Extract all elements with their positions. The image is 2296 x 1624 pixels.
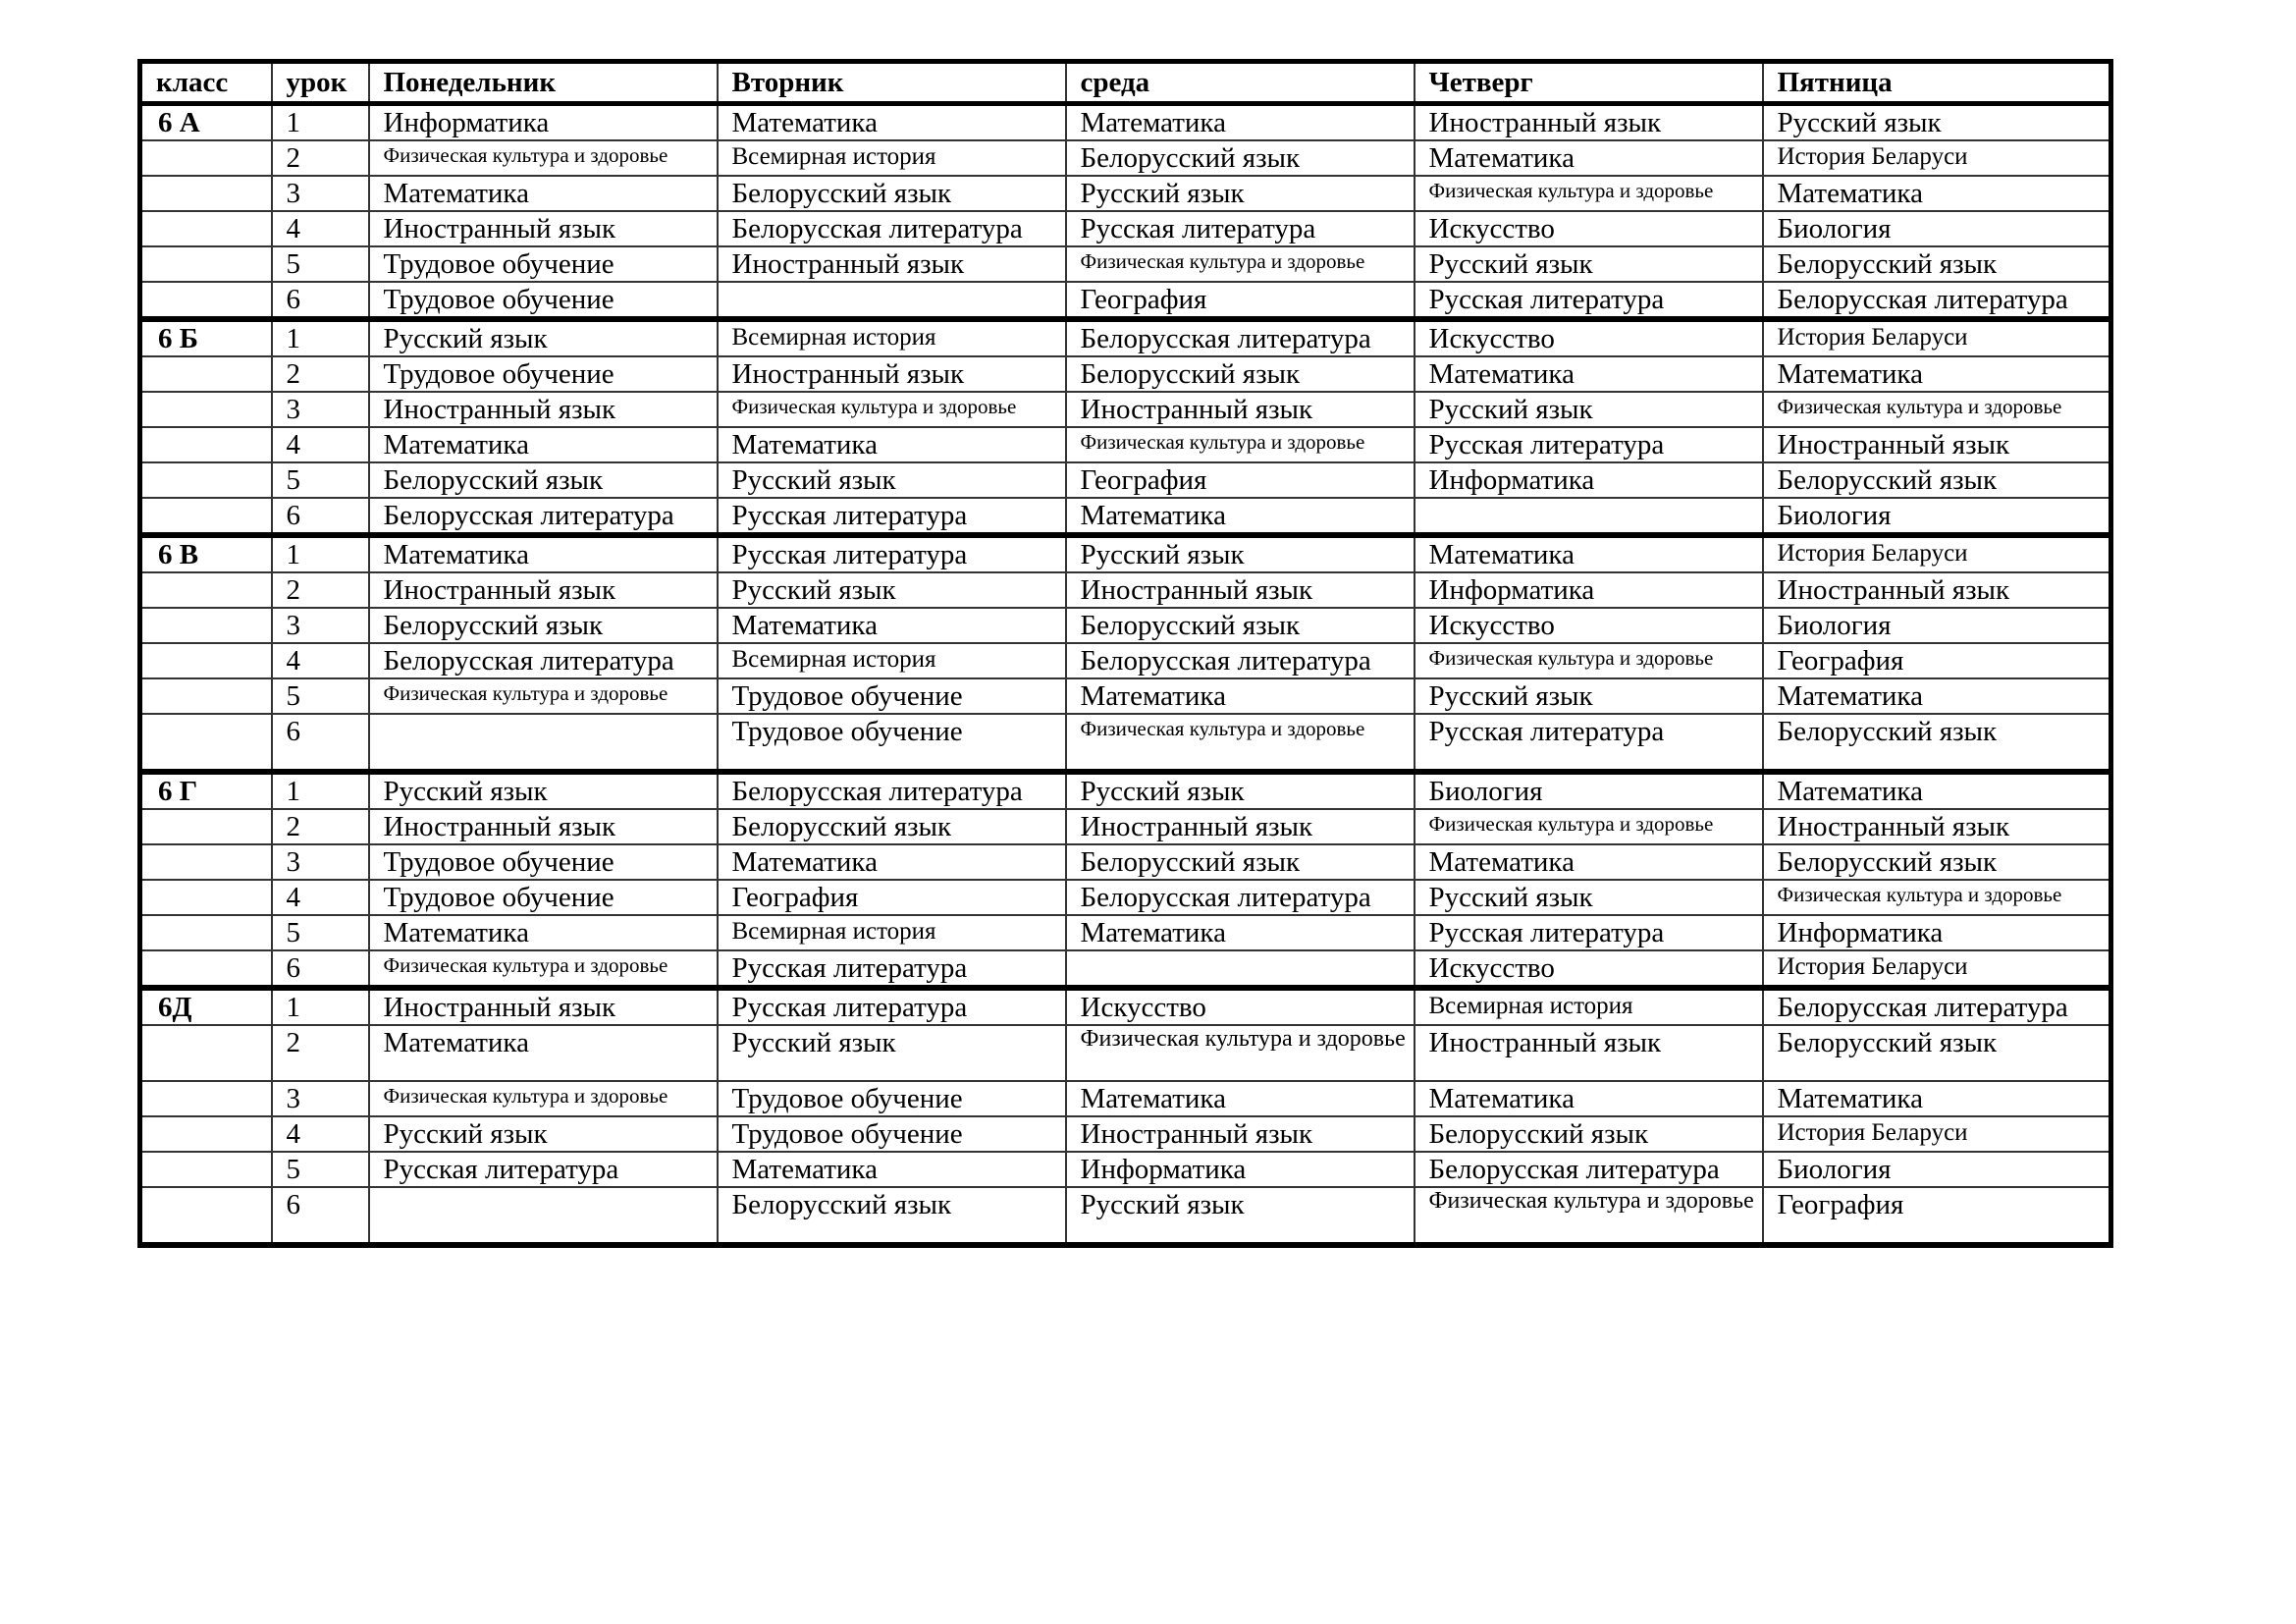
class-cell xyxy=(140,1187,272,1245)
table-row xyxy=(140,1081,2111,1116)
subject-cell-tuesday: Русская литература xyxy=(718,498,1066,535)
subject-cell-monday: Физическая культура и здоровье xyxy=(369,678,718,714)
subject-cell-thursday: Иностранный язык xyxy=(1415,1025,1763,1081)
header-friday: Пятница xyxy=(1763,62,2111,104)
subject-cell-tuesday: Математика xyxy=(718,844,1066,880)
subject-cell-wednesday: Русский язык xyxy=(1066,772,1415,809)
subject-cell-monday xyxy=(369,1187,718,1245)
subject-cell-tuesday: Белорусская литература xyxy=(718,211,1066,246)
lesson-number-cell: 6 xyxy=(272,498,369,535)
subject-cell-wednesday: Русский язык xyxy=(1066,176,1415,211)
class-cell xyxy=(140,608,272,643)
subject-cell-tuesday xyxy=(718,282,1066,319)
subject-cell-wednesday: Математика xyxy=(1066,915,1415,950)
subject-cell-wednesday: Белорусский язык xyxy=(1066,140,1415,176)
subject-cell-friday: История Беларуси xyxy=(1763,950,2111,988)
subject-cell-thursday: Физическая культура и здоровье xyxy=(1415,809,1763,844)
table-row xyxy=(140,1152,2111,1187)
subject-cell-monday xyxy=(369,714,718,772)
class-cell: 6 Б xyxy=(140,319,272,356)
header-urok: урок xyxy=(272,62,369,104)
lesson-number-cell: 5 xyxy=(272,1152,369,1187)
table-row xyxy=(140,104,2111,141)
subject-cell-tuesday: Трудовое обучение xyxy=(718,1116,1066,1152)
subject-cell-monday: Физическая культура и здоровье xyxy=(369,950,718,988)
lesson-number-cell: 4 xyxy=(272,880,369,915)
subject-cell-wednesday: Белорусский язык xyxy=(1066,844,1415,880)
subject-cell-monday: Трудовое обучение xyxy=(369,356,718,392)
lesson-number-cell: 1 xyxy=(272,104,369,141)
lesson-number-cell: 1 xyxy=(272,772,369,809)
subject-cell-monday: Русский язык xyxy=(369,1116,718,1152)
table-row xyxy=(140,282,2111,319)
class-cell xyxy=(140,1116,272,1152)
lesson-number-cell: 6 xyxy=(272,1187,369,1245)
subject-cell-friday: Физическая культура и здоровье xyxy=(1763,392,2111,427)
table-row xyxy=(140,643,2111,678)
lesson-number-cell: 3 xyxy=(272,392,369,427)
subject-cell-thursday: Искусство xyxy=(1415,608,1763,643)
subject-cell-wednesday: Математика xyxy=(1066,678,1415,714)
class-cell xyxy=(140,140,272,176)
subject-cell-monday: Белорусская литература xyxy=(369,643,718,678)
subject-cell-thursday: Искусство xyxy=(1415,950,1763,988)
header-tuesday: Вторник xyxy=(718,62,1066,104)
subject-cell-monday: Иностранный язык xyxy=(369,572,718,608)
subject-cell-thursday: Русский язык xyxy=(1415,678,1763,714)
class-cell xyxy=(140,643,272,678)
subject-cell-monday: Физическая культура и здоровье xyxy=(369,1081,718,1116)
subject-cell-tuesday: Физическая культура и здоровье xyxy=(718,392,1066,427)
header-klass: класс xyxy=(140,62,272,104)
class-cell xyxy=(140,809,272,844)
subject-cell-wednesday: Математика xyxy=(1066,104,1415,141)
class-cell xyxy=(140,462,272,498)
subject-cell-friday: Иностранный язык xyxy=(1763,809,2111,844)
subject-cell-wednesday: Иностранный язык xyxy=(1066,809,1415,844)
subject-cell-wednesday: Иностранный язык xyxy=(1066,572,1415,608)
subject-cell-wednesday: Иностранный язык xyxy=(1066,1116,1415,1152)
subject-cell-friday: Белорусский язык xyxy=(1763,1025,2111,1081)
subject-cell-tuesday: Математика xyxy=(718,608,1066,643)
lesson-number-cell: 4 xyxy=(272,211,369,246)
subject-cell-tuesday: Всемирная история xyxy=(718,915,1066,950)
class-cell xyxy=(140,246,272,282)
lesson-number-cell: 6 xyxy=(272,950,369,988)
subject-cell-thursday: Русская литература xyxy=(1415,915,1763,950)
subject-cell-tuesday: Трудовое обучение xyxy=(718,1081,1066,1116)
subject-cell-friday: Белорусский язык xyxy=(1763,246,2111,282)
subject-cell-friday: География xyxy=(1763,1187,2111,1245)
subject-cell-thursday: Русский язык xyxy=(1415,392,1763,427)
subject-cell-tuesday: Всемирная история xyxy=(718,140,1066,176)
subject-cell-thursday: Русская литература xyxy=(1415,282,1763,319)
header-thursday: Четверг xyxy=(1415,62,1763,104)
table-row xyxy=(140,427,2111,462)
table-row xyxy=(140,535,2111,572)
subject-cell-monday: Русский язык xyxy=(369,319,718,356)
subject-cell-tuesday: Трудовое обучение xyxy=(718,678,1066,714)
class-cell xyxy=(140,1152,272,1187)
class-cell xyxy=(140,282,272,319)
subject-cell-monday: Белорусский язык xyxy=(369,462,718,498)
subject-cell-thursday: Физическая культура и здоровье xyxy=(1415,1187,1763,1245)
subject-cell-monday: Трудовое обучение xyxy=(369,880,718,915)
subject-cell-friday: География xyxy=(1763,643,2111,678)
table-row xyxy=(140,1025,2111,1081)
class-cell xyxy=(140,1025,272,1081)
subject-cell-tuesday: Математика xyxy=(718,104,1066,141)
subject-cell-wednesday: Информатика xyxy=(1066,1152,1415,1187)
table-row xyxy=(140,608,2111,643)
subject-cell-wednesday: Физическая культура и здоровье xyxy=(1066,427,1415,462)
subject-cell-friday: Биология xyxy=(1763,1152,2111,1187)
subject-cell-wednesday: География xyxy=(1066,462,1415,498)
subject-cell-friday: Белорусская литература xyxy=(1763,282,2111,319)
table-row xyxy=(140,392,2111,427)
class-cell xyxy=(140,498,272,535)
subject-cell-thursday: Информатика xyxy=(1415,462,1763,498)
subject-cell-tuesday: Математика xyxy=(718,1152,1066,1187)
subject-cell-thursday: Иностранный язык xyxy=(1415,104,1763,141)
subject-cell-tuesday: Белорусский язык xyxy=(718,1187,1066,1245)
class-cell xyxy=(140,572,272,608)
lesson-number-cell: 2 xyxy=(272,809,369,844)
class-cell: 6Д xyxy=(140,988,272,1025)
subject-cell-wednesday: Русский язык xyxy=(1066,1187,1415,1245)
subject-cell-friday: История Беларуси xyxy=(1763,535,2111,572)
subject-cell-wednesday: Русский язык xyxy=(1066,535,1415,572)
subject-cell-monday: Иностранный язык xyxy=(369,211,718,246)
subject-cell-monday: Математика xyxy=(369,176,718,211)
subject-cell-wednesday: Белорусская литература xyxy=(1066,319,1415,356)
subject-cell-wednesday: Белорусский язык xyxy=(1066,608,1415,643)
lesson-number-cell: 4 xyxy=(272,427,369,462)
subject-cell-friday: Белорусский язык xyxy=(1763,844,2111,880)
subject-cell-tuesday: Белорусский язык xyxy=(718,809,1066,844)
subject-cell-wednesday xyxy=(1066,950,1415,988)
lesson-number-cell: 5 xyxy=(272,915,369,950)
class-cell: 6 Г xyxy=(140,772,272,809)
class-cell xyxy=(140,844,272,880)
subject-cell-monday: Математика xyxy=(369,915,718,950)
subject-cell-monday: Физическая культура и здоровье xyxy=(369,140,718,176)
table-row xyxy=(140,319,2111,356)
subject-cell-friday: Иностранный язык xyxy=(1763,427,2111,462)
lesson-number-cell: 3 xyxy=(272,1081,369,1116)
subject-cell-monday: Белорусская литература xyxy=(369,498,718,535)
table-row xyxy=(140,1187,2111,1245)
subject-cell-friday: Биология xyxy=(1763,608,2111,643)
table-row xyxy=(140,678,2111,714)
table-row xyxy=(140,572,2111,608)
table-row xyxy=(140,915,2111,950)
subject-cell-tuesday: Трудовое обучение xyxy=(718,714,1066,772)
subject-cell-thursday: Математика xyxy=(1415,140,1763,176)
subject-cell-tuesday: Русская литература xyxy=(718,535,1066,572)
lesson-number-cell: 5 xyxy=(272,462,369,498)
subject-cell-thursday: Физическая культура и здоровье xyxy=(1415,176,1763,211)
class-cell xyxy=(140,211,272,246)
subject-cell-tuesday: Белорусская литература xyxy=(718,772,1066,809)
class-cell: 6 А xyxy=(140,104,272,141)
class-cell xyxy=(140,356,272,392)
table-row xyxy=(140,246,2111,282)
subject-cell-friday: История Беларуси xyxy=(1763,140,2111,176)
class-cell xyxy=(140,915,272,950)
subject-cell-wednesday: Физическая культура и здоровье xyxy=(1066,246,1415,282)
lesson-number-cell: 4 xyxy=(272,1116,369,1152)
subject-cell-wednesday: Математика xyxy=(1066,1081,1415,1116)
subject-cell-wednesday: Физическая культура и здоровье xyxy=(1066,1025,1415,1081)
subject-cell-friday: Русский язык xyxy=(1763,104,2111,141)
subject-cell-monday: Информатика xyxy=(369,104,718,141)
subject-cell-tuesday: Белорусский язык xyxy=(718,176,1066,211)
subject-cell-tuesday: Иностранный язык xyxy=(718,356,1066,392)
header-wednesday: среда xyxy=(1066,62,1415,104)
lesson-number-cell: 2 xyxy=(272,572,369,608)
subject-cell-thursday: Искусство xyxy=(1415,211,1763,246)
class-cell xyxy=(140,678,272,714)
lesson-number-cell: 4 xyxy=(272,643,369,678)
subject-cell-thursday: Математика xyxy=(1415,844,1763,880)
subject-cell-thursday: Информатика xyxy=(1415,572,1763,608)
subject-cell-friday: Математика xyxy=(1763,772,2111,809)
subject-cell-thursday: Искусство xyxy=(1415,319,1763,356)
subject-cell-friday: Математика xyxy=(1763,356,2111,392)
lesson-number-cell: 2 xyxy=(272,140,369,176)
lesson-number-cell: 1 xyxy=(272,319,369,356)
class-cell xyxy=(140,392,272,427)
subject-cell-monday: Иностранный язык xyxy=(369,988,718,1025)
subject-cell-friday: Белорусский язык xyxy=(1763,462,2111,498)
subject-cell-monday: Белорусский язык xyxy=(369,608,718,643)
class-cell xyxy=(140,1081,272,1116)
subject-cell-monday: Математика xyxy=(369,427,718,462)
subject-cell-thursday: Русский язык xyxy=(1415,246,1763,282)
class-cell xyxy=(140,714,272,772)
schedule-body xyxy=(140,104,2111,1246)
subject-cell-friday: Биология xyxy=(1763,211,2111,246)
lesson-number-cell: 2 xyxy=(272,1025,369,1081)
lesson-number-cell: 3 xyxy=(272,608,369,643)
lesson-number-cell: 1 xyxy=(272,535,369,572)
subject-cell-friday: Белорусский язык xyxy=(1763,714,2111,772)
table-row xyxy=(140,1116,2111,1152)
subject-cell-friday: Иностранный язык xyxy=(1763,572,2111,608)
subject-cell-wednesday: Физическая культура и здоровье xyxy=(1066,714,1415,772)
table-row xyxy=(140,880,2111,915)
subject-cell-wednesday: Белорусская литература xyxy=(1066,643,1415,678)
subject-cell-friday: Математика xyxy=(1763,176,2111,211)
subject-cell-monday: Русская литература xyxy=(369,1152,718,1187)
subject-cell-monday: Иностранный язык xyxy=(369,809,718,844)
table-row xyxy=(140,844,2111,880)
subject-cell-friday: Математика xyxy=(1763,678,2111,714)
subject-cell-monday: Математика xyxy=(369,535,718,572)
lesson-number-cell: 2 xyxy=(272,356,369,392)
subject-cell-monday: Иностранный язык xyxy=(369,392,718,427)
subject-cell-wednesday: Русская литература xyxy=(1066,211,1415,246)
subject-cell-thursday xyxy=(1415,498,1763,535)
subject-cell-thursday: Русская литература xyxy=(1415,427,1763,462)
class-cell xyxy=(140,950,272,988)
header-row xyxy=(140,62,2111,104)
subject-cell-wednesday: Белорусская литература xyxy=(1066,880,1415,915)
subject-cell-thursday: Белорусский язык xyxy=(1415,1116,1763,1152)
subject-cell-tuesday: Русский язык xyxy=(718,462,1066,498)
schedule-table xyxy=(137,59,2113,1248)
subject-cell-friday: Физическая культура и здоровье xyxy=(1763,880,2111,915)
table-row xyxy=(140,988,2111,1025)
subject-cell-wednesday: Искусство xyxy=(1066,988,1415,1025)
subject-cell-tuesday: Всемирная история xyxy=(718,643,1066,678)
subject-cell-tuesday: Русская литература xyxy=(718,950,1066,988)
subject-cell-monday: Трудовое обучение xyxy=(369,844,718,880)
table-row xyxy=(140,462,2111,498)
lesson-number-cell: 5 xyxy=(272,246,369,282)
lesson-number-cell: 3 xyxy=(272,176,369,211)
subject-cell-friday: Белорусская литература xyxy=(1763,988,2111,1025)
lesson-number-cell: 5 xyxy=(272,678,369,714)
lesson-number-cell: 1 xyxy=(272,988,369,1025)
subject-cell-monday: Математика xyxy=(369,1025,718,1081)
subject-cell-thursday: Всемирная история xyxy=(1415,988,1763,1025)
subject-cell-friday: История Беларуси xyxy=(1763,1116,2111,1152)
subject-cell-thursday: Биология xyxy=(1415,772,1763,809)
lesson-number-cell: 6 xyxy=(272,282,369,319)
table-row xyxy=(140,140,2111,176)
class-cell xyxy=(140,427,272,462)
table-row xyxy=(140,714,2111,772)
class-cell: 6 В xyxy=(140,535,272,572)
table-row xyxy=(140,809,2111,844)
subject-cell-friday: Биология xyxy=(1763,498,2111,535)
subject-cell-wednesday: Белорусский язык xyxy=(1066,356,1415,392)
table-row xyxy=(140,772,2111,809)
subject-cell-monday: Трудовое обучение xyxy=(369,282,718,319)
subject-cell-wednesday: Математика xyxy=(1066,498,1415,535)
subject-cell-tuesday: Математика xyxy=(718,427,1066,462)
subject-cell-tuesday: Русский язык xyxy=(718,572,1066,608)
subject-cell-friday: Информатика xyxy=(1763,915,2111,950)
subject-cell-thursday: Белорусская литература xyxy=(1415,1152,1763,1187)
subject-cell-thursday: Физическая культура и здоровье xyxy=(1415,643,1763,678)
class-cell xyxy=(140,880,272,915)
lesson-number-cell: 3 xyxy=(272,844,369,880)
subject-cell-monday: Русский язык xyxy=(369,772,718,809)
subject-cell-thursday: Русская литература xyxy=(1415,714,1763,772)
subject-cell-tuesday: Всемирная история xyxy=(718,319,1066,356)
subject-cell-friday: Математика xyxy=(1763,1081,2111,1116)
subject-cell-thursday: Русский язык xyxy=(1415,880,1763,915)
subject-cell-monday: Трудовое обучение xyxy=(369,246,718,282)
table-row xyxy=(140,176,2111,211)
subject-cell-wednesday: География xyxy=(1066,282,1415,319)
subject-cell-thursday: Математика xyxy=(1415,535,1763,572)
subject-cell-tuesday: География xyxy=(718,880,1066,915)
table-row xyxy=(140,498,2111,535)
subject-cell-wednesday: Иностранный язык xyxy=(1066,392,1415,427)
class-cell xyxy=(140,176,272,211)
table-row xyxy=(140,356,2111,392)
lesson-number-cell: 6 xyxy=(272,714,369,772)
table-row xyxy=(140,950,2111,988)
table-row xyxy=(140,211,2111,246)
subject-cell-friday: История Беларуси xyxy=(1763,319,2111,356)
subject-cell-tuesday: Иностранный язык xyxy=(718,246,1066,282)
subject-cell-tuesday: Русская литература xyxy=(718,988,1066,1025)
subject-cell-tuesday: Русский язык xyxy=(718,1025,1066,1081)
header-monday: Понедельник xyxy=(369,62,718,104)
subject-cell-thursday: Математика xyxy=(1415,356,1763,392)
subject-cell-thursday: Математика xyxy=(1415,1081,1763,1116)
